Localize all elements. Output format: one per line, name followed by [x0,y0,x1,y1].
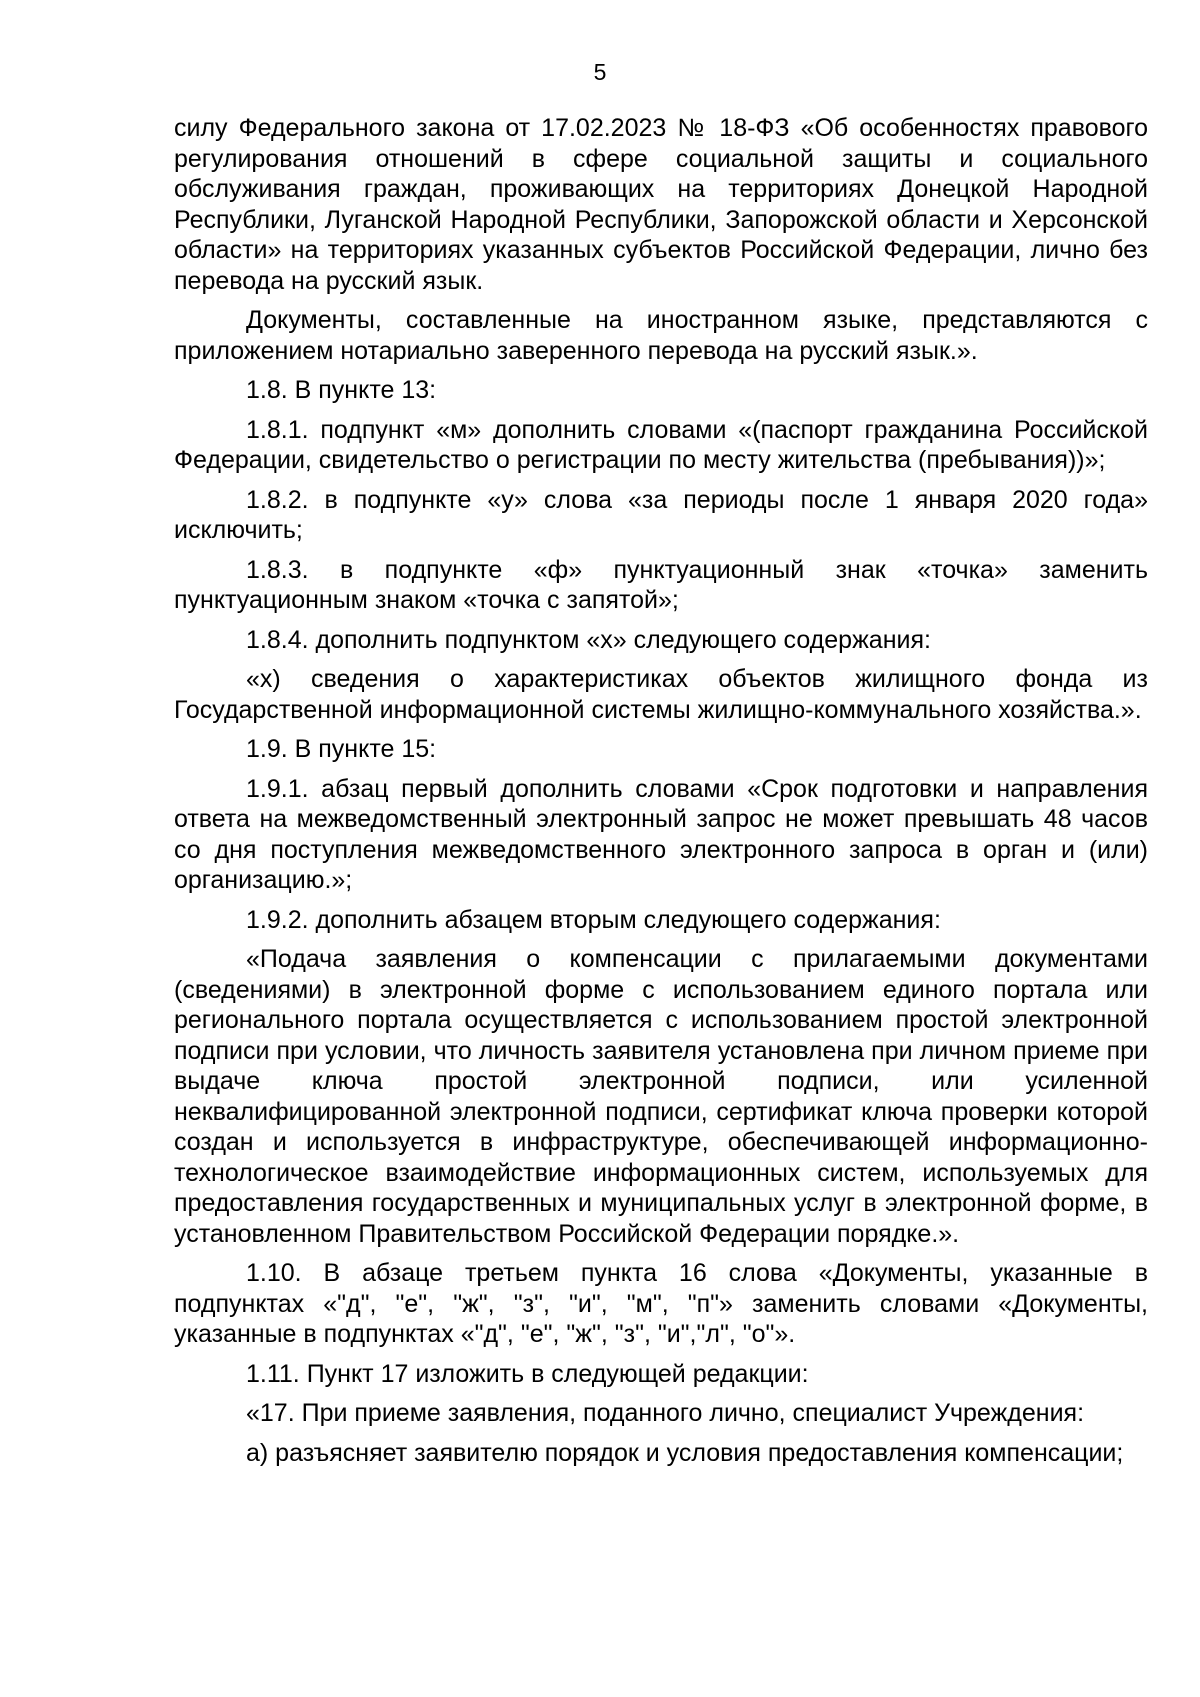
paragraph: 1.8.2. в подпункте «у» слова «за периоды после 1 января 2020 года» исключить; [174,485,1148,544]
paragraph: «х) сведения о характеристиках объектов жилищного фонда из Государственной информационной системы жилищно-коммунального хозяйства.». [174,665,1148,724]
paragraph: а) разъясняет заявителю порядок и условия предоставления компенсации; [246,1438,1124,1467]
paragraph: 1.10. В абзаце третьем пункта 16 слова «Документы, указанные в подпунктах «"д", "е", "ж", "з", "и", "м", "п"» заменить словами «Документы, указанные в подпунктах «"д", "е", "ж", "з", "и","л", "о"». [174,1259,1148,1348]
paragraph: 1.8.4. дополнить подпунктом «х» следующего содержания: [246,625,931,654]
paragraph-continuation: силу Федерального закона от 17.02.2023 № 18-ФЗ «Об особенностях правового регулирования отношений в сфере социальной защиты и социального обслуживания граждан, проживающих на территориях Донецкой Народной Республики, Луганской Народной Республики, Запорожской области и Херсонской области» на территориях указанных субъектов Российской Федерации, лично без перевода на русский язык. [174,114,1148,295]
paragraph: 1.11. Пункт 17 изложить в следующей редакции: [246,1359,809,1388]
paragraph: «17. При приеме заявления, поданного лично, специалист Учреждения: [246,1399,1085,1427]
page-number: 5 [593,59,607,85]
paragraph: Документы, составленные на иностранном языке, представляются с приложением нотариально заверенного перевода на русский язык.». [174,306,1148,365]
paragraph: 1.8.1. подпункт «м» дополнить словами «(паспорт гражданина Российской Федерации, свидетельство о регистрации по месту жительства (пребывания))»; [174,415,1148,474]
paragraph: 1.8. В пункте 13: [246,376,437,404]
paragraph: 1.9.2. дополнить абзацем вторым следующего содержания: [246,905,941,934]
paragraph: 1.9.1. абзац первый дополнить словами «Срок подготовки и направления ответа на межведомственный электронный запрос не может превышать 48 часов со дня поступления межведомственного электронного запроса в орган и (или) организацию.»; [174,774,1148,894]
paragraph: 1.8.3. в подпункте «ф» пунктуационный знак «точка» заменить пунктуационным знаком «точка с запятой»; [174,555,1148,614]
paragraph: «Подача заявления о компенсации с прилагаемыми документами (сведениями) в электронной форме с использованием единого портала или регионального портала осуществляется с использованием простой электронной подписи при условии, что личность заявителя установлена при личном приеме при выдаче ключа простой электронной подписи, или усиленной неквалифицированной электронной подписи, сертификат ключа проверки которой создан и используется в инфраструктуре, обеспечивающей информационно-технологическое взаимодействие информационных систем, используемых для предоставления государственных и муниципальных услуг в электронной форме, в установленном Правительством Российской Федерации порядке.». [174,945,1148,1248]
document-body [174,113,1148,1477]
paragraph: 1.9. В пункте 15: [246,735,437,763]
